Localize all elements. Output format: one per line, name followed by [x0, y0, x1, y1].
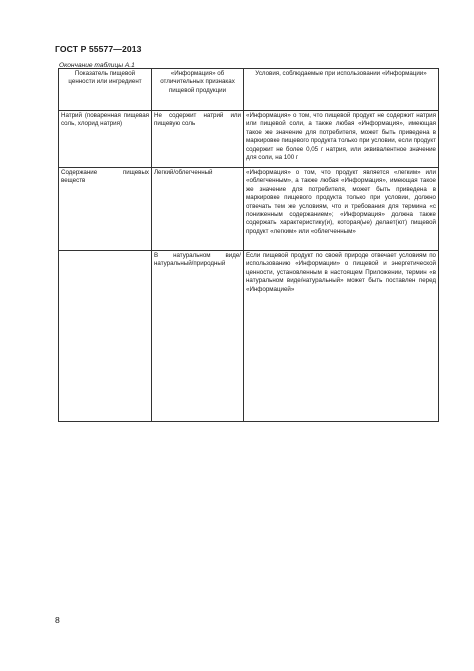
cell-information: Легкий/облегченный	[152, 168, 244, 251]
table-a1-continuation	[58, 68, 439, 422]
cell-conditions: Если пищевой продукт по своей природе отвечает условиям по использованию «Информации» о пищевой и энергетической ценности, установленным в настоящем Приложении, термин «в натуральном виде/натуральный» может быть поставлен перед «Информацией»	[244, 251, 439, 422]
cell-information: Не содержит натрий или пищевую соль	[152, 111, 244, 168]
column-header-information: «Информация» об отличительных признаках пищевой продукции	[152, 69, 244, 111]
table-row	[59, 251, 439, 422]
cell-indicator: Натрий (поваренная пищевая соль, хлорид натрия)	[59, 111, 152, 168]
column-header-conditions: Условия, соблюдаемые при использовании «Информации»	[244, 69, 439, 111]
cell-indicator	[59, 251, 152, 422]
table-row	[59, 111, 439, 168]
document-header: ГОСТ Р 55577—2013	[55, 44, 142, 54]
table-row	[59, 168, 439, 251]
page-number: 8	[55, 615, 60, 625]
column-header-indicator: Показатель пищевой ценности или ингредиент	[59, 69, 152, 111]
cell-conditions: «Информация» о том, что пищевой продукт не содержит натрия или пищевой соли, а также любая «Информация», имеющая такое же значение для потребителя, может быть приведена в маркировке пищевого продукта только при условии, если продукт содержит не более 0,05 г натрия, или эквивалентное значение для соли, на 100 г	[244, 111, 439, 168]
table-caption: Окончание таблицы А.1	[59, 62, 135, 69]
table-header-row	[59, 69, 439, 111]
cell-information: В натуральном виде/натуральный/природный	[152, 251, 244, 422]
cell-conditions: «Информация» о том, что продукт является «легким» или «облегченным», а также любая «Информация», имеющая такое же значение для потребителя, может быть приведена в маркировке пищевого продукта только при условии, должно отвечать тем же условиям, что и требования для термина «с пониженным содержанием»; «Информация» должна также содержать характеристику(и), которая(ые) делает(ют) пищевой продукт «легким» или «облегченным»	[244, 168, 439, 251]
cell-indicator: Содержание пищевых веществ	[59, 168, 152, 251]
